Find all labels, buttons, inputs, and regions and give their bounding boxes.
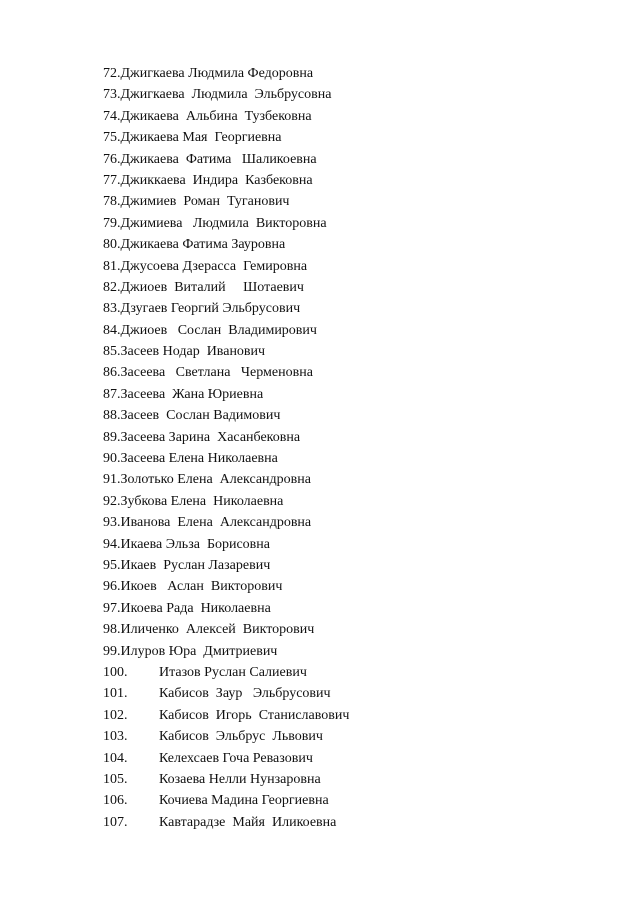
item-name: Засеев Сослан Вадимович (120, 408, 281, 424)
item-number: 96. (103, 579, 121, 595)
list-item (103, 320, 349, 341)
item-name: Дзугаев Георгий Эльбрусович (120, 301, 301, 317)
item-number: 77. (103, 172, 121, 188)
item-name: Засеева Зарина Хасанбековна (120, 429, 301, 445)
item-number: 106. (103, 793, 128, 809)
item-name: Засеев Нодар Иванович (120, 344, 266, 360)
item-number: 87. (103, 386, 121, 402)
item-number: 80. (103, 237, 121, 253)
item-name: Кабисов Игорь Станиславович (159, 707, 350, 723)
item-number: 90. (103, 451, 121, 467)
list-item (103, 127, 349, 148)
item-name: Джусоева Дзерасса Гемировна (120, 258, 308, 274)
item-name: Джикаева Альбина Тузбековна (120, 108, 312, 124)
list-item (103, 256, 349, 277)
list-item (103, 790, 349, 811)
item-name: Келехсаев Гоча Ревазович (159, 750, 313, 766)
list-item (103, 726, 349, 747)
item-number: 76. (103, 151, 121, 167)
item-name: Джикаева Фатима Зауровна (120, 237, 286, 253)
item-name: Итазов Руслан Салиевич (159, 664, 307, 680)
list-item (103, 619, 349, 640)
list-item (103, 512, 349, 533)
item-number: 105. (103, 771, 128, 787)
list-item (103, 598, 349, 619)
item-number: 104. (103, 750, 128, 766)
item-number: 88. (103, 408, 121, 424)
item-name: Джикаева Фатима Шаликоевна (120, 151, 317, 167)
list-item (103, 427, 349, 448)
item-number: 107. (103, 814, 128, 830)
item-number: 73. (103, 87, 121, 103)
list-item (103, 106, 349, 127)
list-item (103, 213, 349, 234)
item-name: Иванова Елена Александровна (120, 515, 312, 531)
item-number: 101. (103, 686, 128, 702)
item-name: Золотько Елена Александровна (120, 472, 311, 488)
item-name: Илуров Юра Дмитриевич (120, 643, 278, 659)
item-name: Зубкова Елена Николаевна (120, 493, 284, 509)
item-number: 98. (103, 622, 121, 638)
item-name: Кабисов Заур Эльбрусович (159, 686, 331, 702)
item-name: Джигкаева Людмила Эльбрусовна (120, 87, 332, 103)
item-number: 102. (103, 707, 128, 723)
item-number: 75. (103, 130, 121, 146)
item-number: 85. (103, 344, 121, 360)
list-item (103, 448, 349, 469)
item-number: 78. (103, 194, 121, 210)
list-item (103, 362, 349, 383)
list-item (103, 534, 349, 555)
list-item (103, 149, 349, 170)
item-name: Засеева Светлана Черменовна (120, 365, 313, 381)
list-item (103, 555, 349, 576)
item-name: Кочиева Мадина Георгиевна (159, 793, 329, 809)
list-item (103, 769, 349, 790)
list-item (103, 683, 349, 704)
item-number: 82. (103, 279, 121, 295)
item-number: 103. (103, 729, 128, 745)
item-name: Джиоев Виталий Шотаевич (120, 279, 304, 295)
item-number: 83. (103, 301, 121, 317)
item-number: 99. (103, 643, 121, 659)
item-name: Джимиева Людмила Викторовна (120, 215, 327, 231)
list-item (103, 812, 349, 833)
item-number: 100. (103, 664, 128, 680)
item-name: Кабисов Эльбрус Львович (159, 729, 323, 745)
list-item (103, 341, 349, 362)
item-number: 91. (103, 472, 121, 488)
item-name: Джикаева Мая Георгиевна (120, 130, 282, 146)
list-item (103, 405, 349, 426)
list-item (103, 576, 349, 597)
item-number: 74. (103, 108, 121, 124)
list-item (103, 469, 349, 490)
item-name: Джиоев Сослан Владимирович (120, 322, 317, 338)
list-item (103, 170, 349, 191)
list-item (103, 705, 349, 726)
list-item (103, 662, 349, 683)
list-item (103, 748, 349, 769)
item-name: Икоев Аслан Викторович (120, 579, 283, 595)
list-item (103, 191, 349, 212)
item-number: 95. (103, 557, 121, 573)
item-name: Икаев Руслан Лазаревич (120, 557, 271, 573)
list-item (103, 234, 349, 255)
item-number: 94. (103, 536, 121, 552)
item-number: 79. (103, 215, 121, 231)
names-list (103, 63, 349, 833)
item-number: 81. (103, 258, 121, 274)
list-item (103, 277, 349, 298)
item-number: 89. (103, 429, 121, 445)
item-number: 86. (103, 365, 121, 381)
item-name: Джимиев Роман Туганович (120, 194, 290, 210)
item-name: Икаева Эльза Борисовна (120, 536, 271, 552)
item-name: Засеева Жана Юриевна (120, 386, 264, 402)
item-number: 84. (103, 322, 121, 338)
item-name: Засеева Елена Николаевна (120, 451, 278, 467)
item-name: Кавтарадзе Майя Иликоевна (159, 814, 337, 830)
list-item (103, 298, 349, 319)
item-name: Иличенко Алексей Викторович (120, 622, 315, 638)
list-item (103, 84, 349, 105)
list-item (103, 641, 349, 662)
item-name: Козаева Нелли Нунзаровна (159, 771, 321, 787)
list-item (103, 63, 349, 84)
item-name: Икоева Рада Николаевна (120, 600, 271, 616)
item-name: Джигкаева Людмила Федоровна (120, 66, 314, 81)
item-name: Джиккаева Индира Казбековна (120, 172, 313, 188)
item-number: 72. (103, 66, 121, 81)
item-number: 92. (103, 493, 121, 509)
item-number: 93. (103, 515, 121, 531)
item-number: 97. (103, 600, 121, 616)
list-item (103, 384, 349, 405)
list-item (103, 491, 349, 512)
